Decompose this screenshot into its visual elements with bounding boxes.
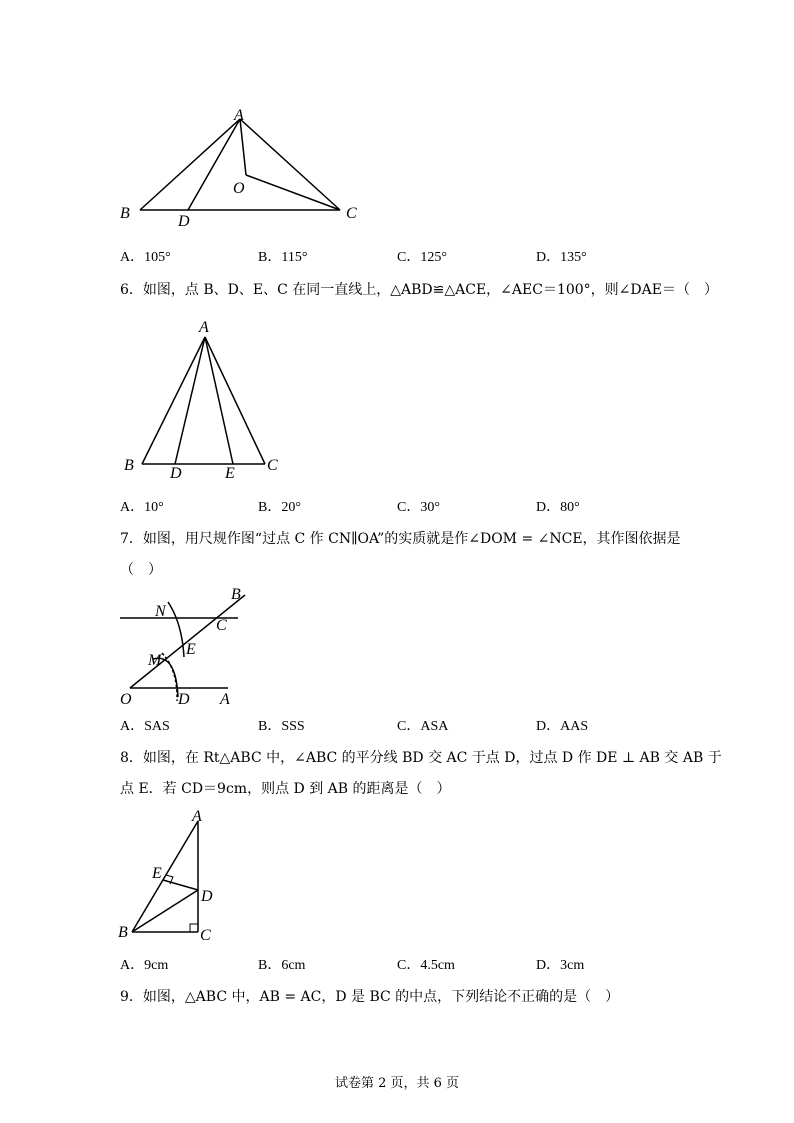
label-E: E bbox=[225, 465, 235, 482]
label-C: C bbox=[200, 927, 211, 944]
q6-option-d: D．80° bbox=[536, 500, 580, 515]
q8-stem-line1: 8．如图，在 Rt△ABC 中，∠ABC 的平分线 BD 交 AC 于点 D，过点 D 作 DE ⊥ AB 交 AB 于 bbox=[120, 750, 722, 766]
q6-stem: 6．如图，点 B、D、E、C 在同一直线上，△ABD≌△ACE，∠AEC＝100°，则∠DAE＝（ ） bbox=[120, 282, 718, 298]
q8-option-c: C．4.5cm bbox=[397, 958, 455, 973]
q6-option-c: C．30° bbox=[397, 500, 440, 515]
q8-option-d: D．3cm bbox=[536, 958, 585, 973]
q7-stem-line1: 7．如图，用尺规作图“过点 C 作 CN∥OA”的实质就是作∠DOM = ∠NCE，其作图依据是 bbox=[120, 531, 681, 547]
q5-option-d: D．135° bbox=[536, 250, 587, 265]
q7-option-a: A．SAS bbox=[120, 719, 170, 734]
label-E: E bbox=[152, 865, 162, 882]
label-D: D bbox=[201, 888, 213, 905]
label-A: A bbox=[199, 319, 209, 336]
page-footer: 试卷第 2 页，共 6 页 bbox=[334, 1076, 460, 1091]
q5-option-b: B．115° bbox=[258, 250, 308, 265]
figure-q6 bbox=[115, 315, 290, 485]
label-B: B bbox=[231, 586, 241, 603]
label-B: B bbox=[118, 924, 128, 941]
q7-option-d: D．AAS bbox=[536, 719, 589, 734]
q7-option-c: C．ASA bbox=[397, 719, 449, 734]
q5-option-a: A．105° bbox=[120, 250, 171, 265]
label-D: D bbox=[178, 213, 190, 230]
figure-q5 bbox=[110, 105, 370, 230]
label-C: C bbox=[346, 205, 357, 222]
q6-option-b: B．20° bbox=[258, 500, 301, 515]
label-A: A bbox=[220, 691, 230, 708]
label-N: N bbox=[155, 603, 166, 620]
label-B: B bbox=[120, 205, 130, 222]
q7-option-b: B．SSS bbox=[258, 719, 305, 734]
label-B: B bbox=[124, 457, 134, 474]
q5-option-c: C．125° bbox=[397, 250, 447, 265]
q8-stem-line2: 点 E．若 CD＝9cm，则点 D 到 AB 的距离是（ ） bbox=[120, 781, 451, 797]
label-A: A bbox=[192, 808, 202, 825]
label-O: O bbox=[120, 691, 132, 708]
figure-q7 bbox=[110, 585, 255, 710]
q7-stem-line2: （ ） bbox=[120, 562, 162, 578]
q8-option-a: A．9cm bbox=[120, 958, 169, 973]
q6-option-a: A．10° bbox=[120, 500, 164, 515]
figure-q8 bbox=[112, 805, 222, 945]
label-M: M bbox=[148, 652, 162, 669]
label-C: C bbox=[216, 617, 227, 634]
label-D: D bbox=[178, 691, 190, 708]
label-A: A bbox=[234, 107, 244, 124]
label-C: C bbox=[267, 457, 278, 474]
label-D: D bbox=[170, 465, 182, 482]
label-O: O bbox=[233, 180, 245, 197]
q8-option-b: B．6cm bbox=[258, 958, 306, 973]
label-E: E bbox=[186, 641, 196, 658]
q9-stem: 9．如图，△ABC 中，AB = AC，D 是 BC 的中点，下列结论不正确的是（ ） bbox=[120, 989, 620, 1005]
